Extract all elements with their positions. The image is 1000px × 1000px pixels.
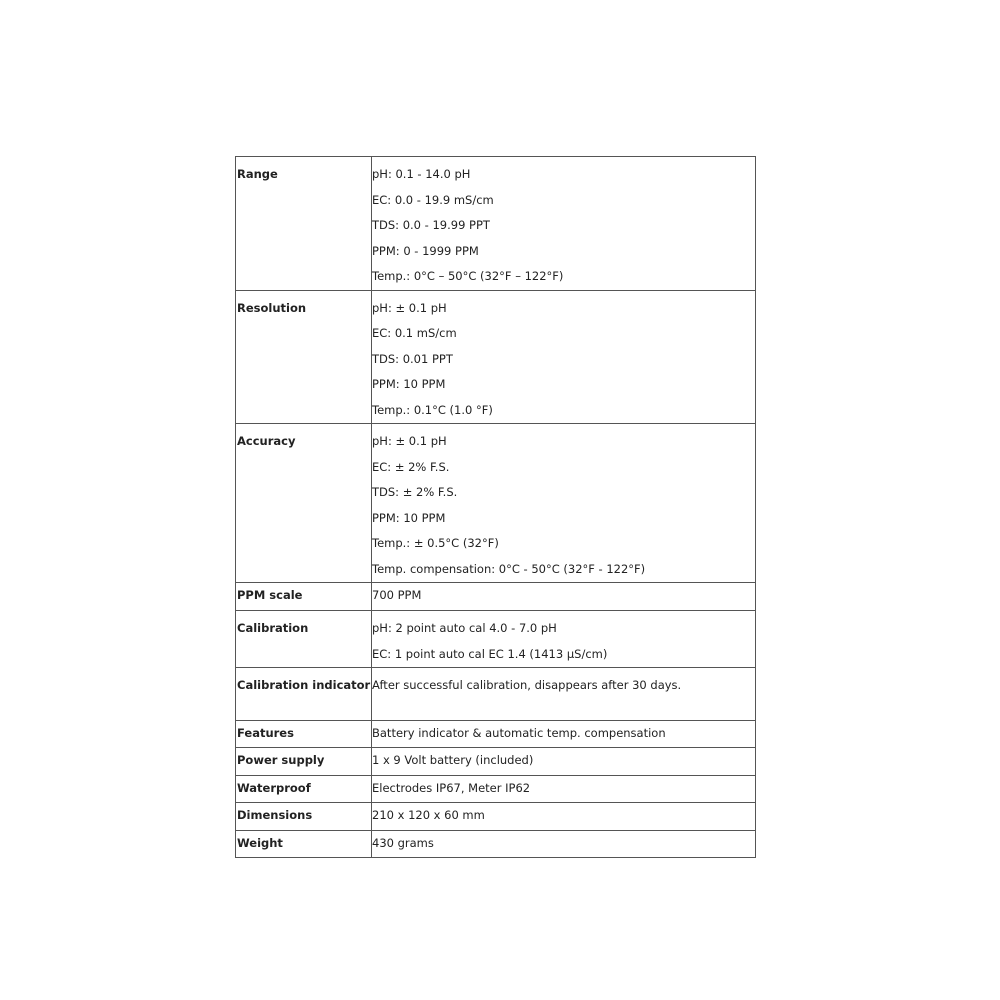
spec-value (372, 583, 756, 611)
spec-value (372, 748, 756, 776)
spec-row (236, 776, 756, 803)
spec-row (236, 668, 756, 721)
spec-value (372, 721, 756, 748)
spec-value-line: Electrodes IP67, Meter IP62 (372, 781, 531, 795)
spec-value-line: pH: ± 0.1 pH (372, 434, 447, 448)
spec-row (236, 748, 756, 776)
spec-value-line: After successful calibration, disappears after 30 days. (372, 678, 682, 692)
spec-value-line: PPM: 10 PPM (372, 377, 446, 391)
spec-label: Calibration (236, 611, 372, 668)
spec-value-line: Temp.: 0.1°C (1.0 °F) (372, 402, 493, 417)
spec-label: Range (236, 157, 372, 291)
spec-value (372, 424, 756, 583)
spec-row (236, 721, 756, 748)
spec-value-line: EC: 1 point auto cal EC 1.4 (1413 µS/cm) (372, 646, 608, 661)
spec-label: Waterproof (236, 776, 372, 803)
spec-value-line: Temp.: 0°C – 50°C (32°F – 122°F) (372, 269, 564, 283)
spec-label: Accuracy (236, 424, 372, 583)
spec-label: Weight (236, 831, 372, 858)
spec-value-line: EC: 0.1 mS/cm (372, 326, 457, 340)
spec-value-line: 1 x 9 Volt battery (included) (372, 753, 534, 767)
spec-value-line: pH: ± 0.1 pH (372, 300, 447, 315)
spec-label: Power supply (236, 748, 372, 776)
spec-value-line: 430 grams (372, 836, 434, 850)
spec-value-line: TDS: ± 2% F.S. (372, 485, 458, 499)
spec-value-line: pH: 0.1 - 14.0 pH (372, 167, 471, 181)
spec-value-line: Temp. compensation: 0°C - 50°C (32°F - 122°F) (372, 561, 646, 576)
spec-label: PPM scale (236, 583, 372, 611)
spec-label: Features (236, 721, 372, 748)
spec-value-line: EC: 0.0 - 19.9 mS/cm (372, 192, 494, 207)
spec-value (372, 290, 756, 424)
spec-row (236, 583, 756, 611)
spec-value-line: Temp.: ± 0.5°C (32°F) (372, 536, 499, 550)
spec-value (372, 668, 756, 721)
spec-value-line: 700 PPM (372, 588, 422, 602)
spec-value (372, 611, 756, 668)
spec-row (236, 803, 756, 831)
spec-value (372, 776, 756, 803)
spec-value-line: TDS: 0.0 - 19.99 PPT (372, 218, 490, 232)
spec-row (236, 290, 756, 424)
spec-row (236, 611, 756, 668)
spec-row (236, 424, 756, 583)
spec-value-line: pH: 2 point auto cal 4.0 - 7.0 pH (372, 621, 557, 635)
spec-row (236, 831, 756, 858)
spec-label: Calibration indicator (236, 668, 372, 721)
spec-value-line: TDS: 0.01 PPT (372, 351, 453, 366)
spec-value-line: EC: ± 2% F.S. (372, 459, 450, 474)
spec-row (236, 157, 756, 291)
spec-value-line: PPM: 10 PPM (372, 510, 446, 525)
spec-label: Resolution (236, 290, 372, 424)
spec-value-line: 210 x 120 x 60 mm (372, 808, 485, 822)
spec-value (372, 831, 756, 858)
spec-value (372, 157, 756, 291)
spec-value (372, 803, 756, 831)
specifications-table (235, 156, 756, 858)
spec-label: Dimensions (236, 803, 372, 831)
spec-value-line: Battery indicator & automatic temp. compensation (372, 726, 666, 740)
spec-value-line: PPM: 0 - 1999 PPM (372, 243, 479, 258)
